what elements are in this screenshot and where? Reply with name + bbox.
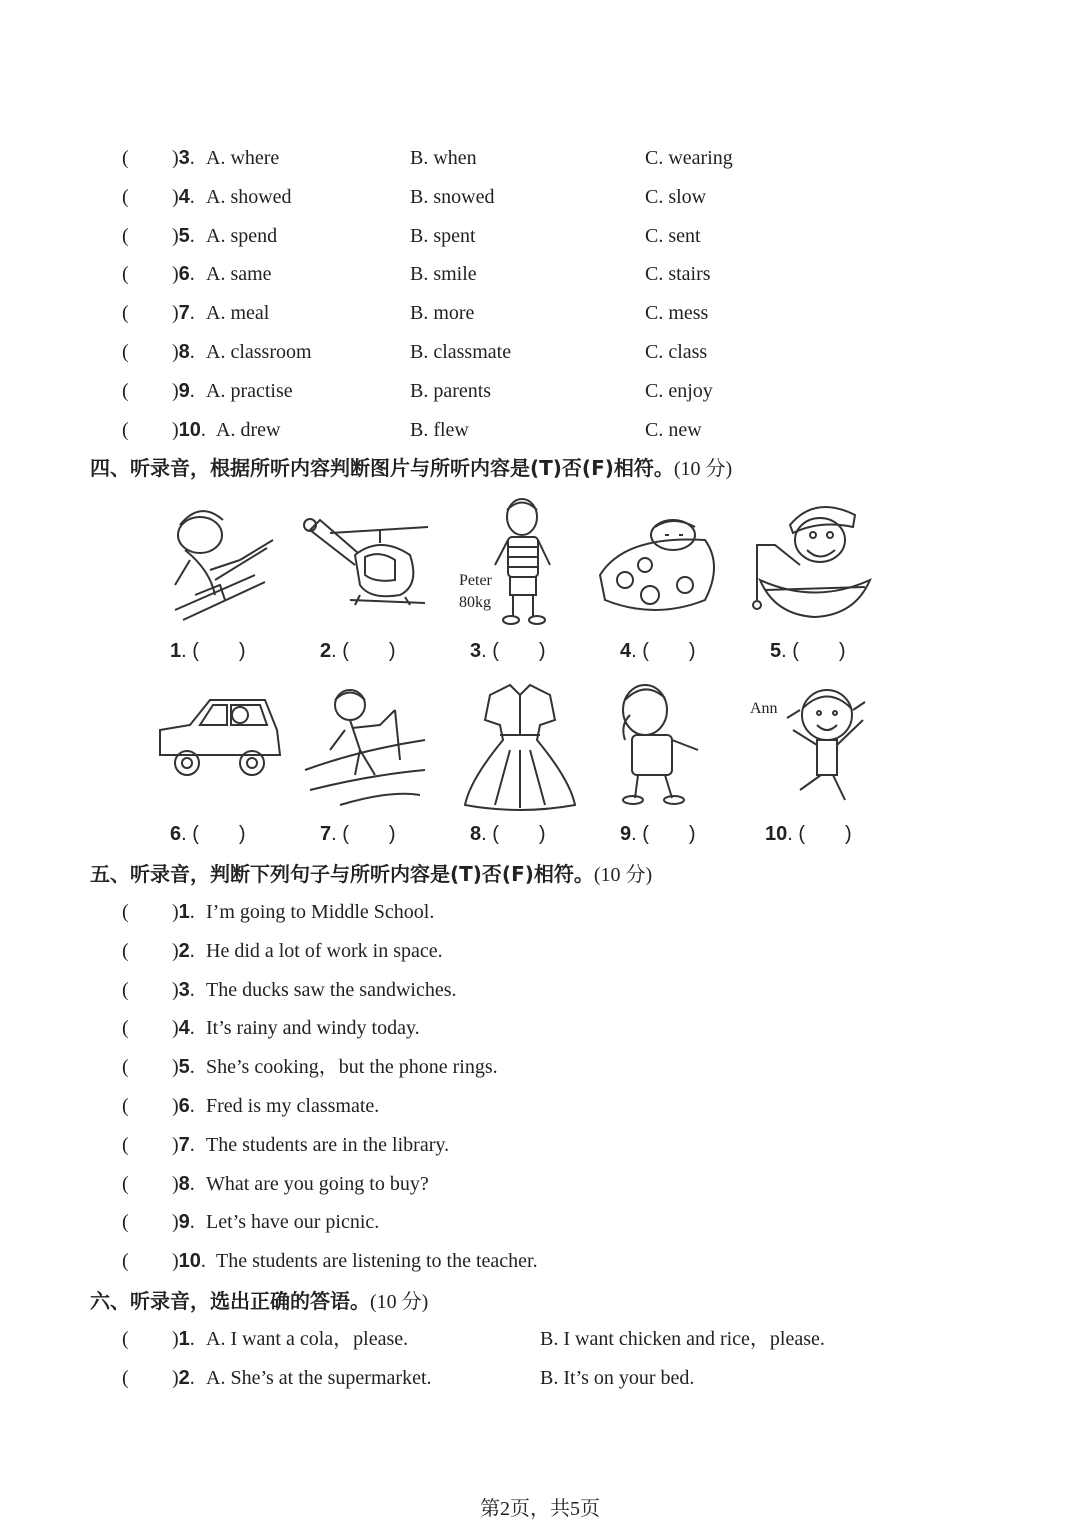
answer-blank-close: ) bbox=[238, 640, 246, 662]
answer-blank-close: ) bbox=[388, 640, 396, 662]
section5-title: 五、听录音，判断下列句子与所听内容是(T)否(F)相符。 bbox=[90, 862, 594, 886]
question-number: 1 bbox=[178, 901, 190, 923]
answer-blank-close: ) bbox=[238, 823, 246, 845]
option-b: B. when bbox=[410, 147, 477, 169]
answer-blank-open[interactable]: ( bbox=[342, 640, 349, 662]
option-c: C. stairs bbox=[645, 263, 711, 286]
answer-blank-open[interactable]: ( bbox=[122, 1250, 129, 1273]
question-number: 3 bbox=[178, 147, 190, 169]
question-number: 4 bbox=[178, 1017, 190, 1040]
answer-blank-close: ) bbox=[538, 640, 546, 662]
answer-blank-close: ) bbox=[172, 1250, 179, 1273]
option-a: A. I want a cola，please. bbox=[206, 1328, 409, 1350]
sentence-text: The students are listening to the teacher. bbox=[216, 1250, 538, 1273]
picture-label: 10. ( ) bbox=[765, 823, 852, 845]
answer-blank-open[interactable]: ( bbox=[122, 379, 129, 402]
picture-caption-weight: 80kg bbox=[459, 594, 491, 611]
picture-number: 1 bbox=[170, 640, 182, 662]
section4-points: (10 分) bbox=[673, 458, 733, 480]
answer-blank-open[interactable]: ( bbox=[492, 640, 499, 662]
section4-heading bbox=[90, 456, 732, 481]
picture-number: 8 bbox=[470, 823, 482, 845]
answer-blank-open[interactable]: ( bbox=[122, 1172, 129, 1195]
answer-blank-open[interactable]: ( bbox=[122, 224, 129, 247]
option-a: A. same bbox=[206, 263, 272, 286]
option-c: C. mess bbox=[645, 302, 709, 325]
answer-blank-open[interactable]: ( bbox=[122, 302, 129, 325]
sentence-text: He did a lot of work in space. bbox=[206, 939, 443, 962]
question-number: 6 bbox=[178, 263, 190, 286]
boy-peter-icon bbox=[455, 495, 585, 630]
skier-downhill-icon bbox=[300, 680, 430, 815]
option-c: C. new bbox=[645, 418, 702, 441]
answer-blank-open[interactable]: ( bbox=[192, 823, 199, 845]
answer-blank-open[interactable]: ( bbox=[122, 263, 129, 286]
question-number: 8 bbox=[178, 341, 190, 363]
question-number: 10 bbox=[178, 1250, 201, 1273]
helicopter-icon bbox=[300, 505, 430, 640]
option-b: B. spent bbox=[410, 224, 476, 247]
option-a: A. spend bbox=[206, 224, 278, 247]
answer-blank-open[interactable]: ( bbox=[122, 1017, 129, 1040]
picture-label: 9. ( ) bbox=[620, 823, 696, 845]
answer-blank-open[interactable]: ( bbox=[122, 1328, 129, 1350]
section6-heading bbox=[90, 1289, 428, 1314]
picture-number: 6 bbox=[170, 823, 182, 845]
sentence-text: I’m going to Middle School. bbox=[206, 901, 435, 923]
question-number: 4 bbox=[178, 185, 190, 208]
section4-title: 四、听录音，根据所听内容判断图片与所听内容是(T)否(F)相符。 bbox=[90, 456, 674, 480]
girl-ann-icon bbox=[745, 680, 875, 815]
option-b: B. flew bbox=[410, 418, 469, 441]
answer-blank-open[interactable]: ( bbox=[122, 1211, 129, 1234]
answer-blank-open[interactable]: ( bbox=[642, 823, 649, 845]
answer-blank-close: ) bbox=[845, 823, 852, 845]
answer-blank-close: ) bbox=[172, 418, 179, 441]
answer-blank-close: ) bbox=[172, 147, 179, 169]
sentence-text: What are you going to buy? bbox=[206, 1172, 429, 1195]
answer-blank-close: ) bbox=[688, 823, 696, 845]
picture-label: 2. ( ) bbox=[320, 640, 396, 662]
answer-blank-close: ) bbox=[172, 302, 179, 325]
picture-number: 4 bbox=[620, 640, 632, 662]
answer-blank-close: ) bbox=[388, 823, 396, 845]
sentence-text: The ducks saw the sandwiches. bbox=[206, 978, 457, 1001]
option-a: A. meal bbox=[206, 302, 270, 325]
skier-icon bbox=[155, 500, 285, 635]
option-c: C. sent bbox=[645, 224, 701, 247]
answer-blank-close: ) bbox=[172, 1172, 179, 1195]
answer-blank-open[interactable]: ( bbox=[122, 341, 129, 363]
boy-headache-icon bbox=[600, 680, 730, 815]
dress-icon bbox=[455, 680, 585, 815]
answer-blank-close: ) bbox=[172, 939, 179, 962]
option-a: A. where bbox=[206, 147, 280, 169]
answer-blank-close: ) bbox=[538, 823, 546, 845]
answer-blank-open[interactable]: ( bbox=[122, 978, 129, 1001]
question-number: 10 bbox=[178, 418, 201, 441]
answer-blank-open[interactable]: ( bbox=[122, 1366, 129, 1389]
sentence-text: She’s cooking，but the phone rings. bbox=[206, 1056, 498, 1079]
picture-number: 2 bbox=[320, 640, 332, 662]
answer-blank-open[interactable]: ( bbox=[122, 1056, 129, 1079]
picture-number: 9 bbox=[620, 823, 632, 845]
answer-blank-open[interactable]: ( bbox=[122, 147, 129, 169]
answer-blank-close: ) bbox=[838, 640, 846, 662]
section6-title: 六、听录音，选出正确的答语。 bbox=[90, 1289, 370, 1313]
answer-blank-close: ) bbox=[172, 1095, 179, 1117]
question-number: 7 bbox=[178, 302, 190, 325]
answer-blank-close: ) bbox=[172, 224, 179, 247]
question-number: 9 bbox=[178, 1211, 190, 1234]
option-c: C. wearing bbox=[645, 147, 733, 169]
answer-blank-open[interactable]: ( bbox=[122, 1133, 129, 1156]
answer-blank-close: ) bbox=[172, 341, 179, 363]
option-b: B. snowed bbox=[410, 185, 495, 208]
sleeping-child-icon bbox=[595, 505, 725, 640]
answer-blank-close: ) bbox=[172, 1056, 179, 1079]
question-number: 7 bbox=[178, 1133, 190, 1156]
option-a: A. She’s at the supermarket. bbox=[206, 1366, 432, 1389]
car-driver-icon bbox=[155, 685, 285, 820]
answer-blank-open[interactable]: ( bbox=[642, 640, 649, 662]
question-number: 8 bbox=[178, 1172, 190, 1195]
section5-heading bbox=[90, 862, 652, 887]
option-a: A. practise bbox=[206, 379, 293, 402]
picture-label: 3. ( ) bbox=[470, 640, 546, 662]
picture-number: 3 bbox=[470, 640, 482, 662]
picture-label: 6. ( ) bbox=[170, 823, 246, 845]
answer-blank-open[interactable]: ( bbox=[122, 1095, 129, 1117]
question-number: 5 bbox=[178, 1056, 190, 1079]
answer-blank-close: ) bbox=[172, 1133, 179, 1156]
question-number: 2 bbox=[178, 1366, 190, 1389]
answer-blank-close: ) bbox=[172, 901, 179, 923]
option-b: B. It’s on your bed. bbox=[540, 1366, 695, 1389]
option-c: C. enjoy bbox=[645, 379, 713, 402]
option-a: A. classroom bbox=[206, 341, 312, 363]
option-a: A. drew bbox=[216, 418, 281, 441]
option-b: B. classmate bbox=[410, 341, 512, 363]
option-b: B. parents bbox=[410, 379, 492, 402]
picture-number: 5 bbox=[770, 640, 782, 662]
answer-blank-close: ) bbox=[688, 640, 696, 662]
sentence-text: The students are in the library. bbox=[206, 1133, 450, 1156]
option-b: B. smile bbox=[410, 263, 477, 286]
question-number: 1 bbox=[178, 1328, 190, 1350]
option-b: B. more bbox=[410, 302, 475, 325]
answer-blank-open[interactable]: ( bbox=[122, 418, 129, 441]
answer-blank-close: ) bbox=[172, 978, 179, 1001]
answer-blank-close: ) bbox=[172, 185, 179, 208]
picture-label: 4. ( ) bbox=[620, 640, 696, 662]
picture-number: 10 bbox=[765, 823, 788, 845]
picture-number: 7 bbox=[320, 823, 332, 845]
answer-blank-close: ) bbox=[172, 1366, 179, 1389]
answer-blank-open[interactable]: ( bbox=[792, 640, 799, 662]
answer-blank-close: ) bbox=[172, 379, 179, 402]
sentence-text: It’s rainy and windy today. bbox=[206, 1017, 420, 1040]
section6-points: (10 分) bbox=[370, 1291, 429, 1313]
answer-blank-open[interactable]: ( bbox=[122, 901, 129, 923]
option-c: C. slow bbox=[645, 185, 707, 208]
section5-points: (10 分) bbox=[593, 864, 653, 886]
boy-fishing-boat-icon bbox=[745, 495, 875, 630]
sentence-text: Fred is my classmate. bbox=[206, 1095, 380, 1117]
picture-label: 7. ( ) bbox=[320, 823, 396, 845]
question-number: 2 bbox=[178, 939, 190, 962]
answer-blank-open[interactable]: ( bbox=[798, 823, 806, 845]
picture-label: 8. ( ) bbox=[470, 823, 546, 845]
question-number: 6 bbox=[178, 1095, 190, 1117]
option-c: C. class bbox=[645, 341, 708, 363]
question-number: 3 bbox=[178, 978, 190, 1001]
answer-blank-open[interactable]: ( bbox=[192, 640, 199, 662]
answer-blank-close: ) bbox=[172, 1211, 179, 1234]
answer-blank-open[interactable]: ( bbox=[342, 823, 349, 845]
picture-caption-peter: Peter bbox=[459, 572, 492, 589]
answer-blank-open[interactable]: ( bbox=[122, 185, 129, 208]
option-b: B. I want chicken and rice，please. bbox=[540, 1328, 825, 1350]
picture-label: 5. ( ) bbox=[770, 640, 846, 662]
page-footer: 第2页，共5页 bbox=[480, 1498, 600, 1520]
answer-blank-open[interactable]: ( bbox=[122, 939, 129, 962]
picture-caption-ann: Ann bbox=[750, 700, 778, 717]
sentence-text: Let’s have our picnic. bbox=[206, 1211, 380, 1234]
question-number: 9 bbox=[178, 379, 190, 402]
answer-blank-close: ) bbox=[172, 1328, 179, 1350]
answer-blank-close: ) bbox=[172, 263, 179, 286]
picture-label: 1. ( ) bbox=[170, 640, 246, 662]
question-number: 5 bbox=[178, 224, 190, 247]
answer-blank-open[interactable]: ( bbox=[492, 823, 499, 845]
option-a: A. showed bbox=[206, 185, 292, 208]
answer-blank-close: ) bbox=[172, 1017, 179, 1040]
